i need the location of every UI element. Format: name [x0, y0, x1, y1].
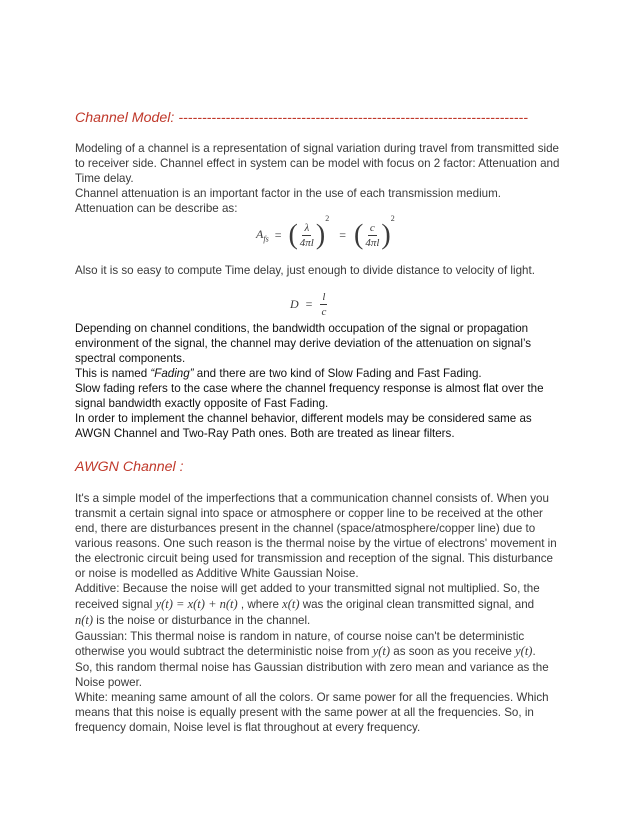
paragraph-line: the electronic circuit being used for transmission and reception of the signal. This disturbance [75, 552, 553, 565]
paragraph-line: Modeling of a channel is a representation of signal variation during travel from transmitted side [75, 142, 559, 155]
eq2-equals: = [305, 297, 313, 311]
paragraph-line: environment of the signal, the channel may derive deviation of the attenuation on signal’s [75, 337, 532, 350]
paragraph-line: various reasons. One such reason is the thermal noise by the virtue of electrons' movement in [75, 537, 557, 550]
eq1-equals: = [274, 227, 282, 242]
paragraph-line: Depending on channel conditions, the bandwidth occupation of the signal or propagation [75, 322, 529, 335]
paragraph-line: spectral components. [75, 352, 186, 365]
paragraph-line: Attenuation can be describe as: [75, 202, 238, 215]
paragraph-line: Time delay. [75, 172, 134, 185]
eq1-lhs: A [256, 227, 264, 242]
paragraph-line: means that this noise is equally present with the same power at all the frequencies. So, in [75, 706, 534, 719]
paragraph-line: In order to implement the channel behavior, different models may be considered same as [75, 412, 532, 425]
paragraph-line: or noise is modelled as Additive White Gaussian Noise. [75, 567, 359, 580]
eq1-lhs-subscript: fs [263, 234, 269, 244]
subtract-line: otherwise you would subtract the deterministic noise from y(t) as soon as you receive y(t). [75, 644, 536, 658]
paragraph-line: AWGN Channel and Two-Ray Path ones. Both are treated as linear filters. [75, 427, 455, 440]
channel-model-heading: Channel Model: -------------------------------------------------------------------------- [75, 110, 528, 126]
fading-named-line: This is named “Fading” and there are two kind of Slow Fading and Fast Fading. [75, 367, 482, 380]
attenuation-equation: $A_{fs}$ = ( $\frac{\lambda}{4\pi l}$ )$^2$ = ( $\frac{c}{4\pi l}$ )$^2$ [256, 214, 395, 251]
eq1-equals-2: = [339, 227, 346, 242]
paragraph-line: transmit a certain signal into space or atmosphere or copper line to be received at the other [75, 507, 543, 520]
paragraph-line: signal bandwidth exactly opposite of Fast Fading. [75, 397, 329, 410]
awgn-heading: AWGN Channel : [75, 459, 184, 475]
received-symbol: y(t) [372, 644, 391, 658]
eq1-exponent: 2 [325, 214, 330, 223]
paragraph-line: to receiver side. Channel effect in system can be model with focus on 2 factor: Attenuation and [75, 157, 560, 170]
received-signal-equation: y(t) = x(t) + n(t) [155, 597, 238, 611]
clean-signal-symbol: x(t) [282, 597, 300, 611]
eq1-fraction-c: $\frac{c}{4\pi l}$ [365, 221, 380, 249]
paragraph-line: So, this random thermal noise has Gaussian distribution with zero mean and variance as the [75, 661, 549, 674]
fading-term: “Fading” [150, 367, 194, 380]
received-symbol: y(t) [515, 644, 533, 658]
eq2-fraction: $\frac{l}{c}$ [321, 291, 327, 318]
paragraph-line: It's a simple model of the imperfections that a communication channel consists of. When you [75, 492, 549, 505]
noise-line: n(t) is the noise or disturbance in the channel. [75, 613, 311, 627]
eq1-exponent-2: 2 [390, 214, 395, 223]
paragraph-line: frequency domain, Noise level is flat throughout at every frequency. [75, 721, 421, 734]
paragraph-line: Additive: Because the noise will get added to your transmitted signal not multiplied. So, the [75, 582, 540, 595]
time-delay-equation [290, 291, 328, 318]
eq2-lhs: D [290, 297, 299, 311]
noise-symbol: n(t) [75, 613, 94, 627]
paragraph-line: White: meaning same amount of all the colors. Or same power for all the frequencies. Which [75, 691, 549, 704]
paragraph-line: Channel attenuation is an important factor in the use of each transmission medium. [75, 187, 501, 200]
eq1-fraction-lambda: $\frac{\lambda}{4\pi l}$ [299, 221, 314, 249]
paragraph-line: Slow fading refers to the case where the channel frequency response is almost flat over the [75, 382, 544, 395]
received-signal-line: received signal y(t) = x(t) + n(t) , where x(t) was the original clean transmitted signal, and [75, 597, 535, 611]
paragraph-line: end, there are disturbances present in the channel (space/atmosphere/copper line) due to [75, 522, 536, 535]
paragraph-line: Also it is so easy to compute Time delay, just enough to divide distance to velocity of light. [75, 264, 535, 277]
paragraph-line: Noise power. [75, 676, 143, 689]
paragraph-line: Gaussian: This thermal noise is random in nature, of course noise can't be deterministic [75, 630, 525, 643]
